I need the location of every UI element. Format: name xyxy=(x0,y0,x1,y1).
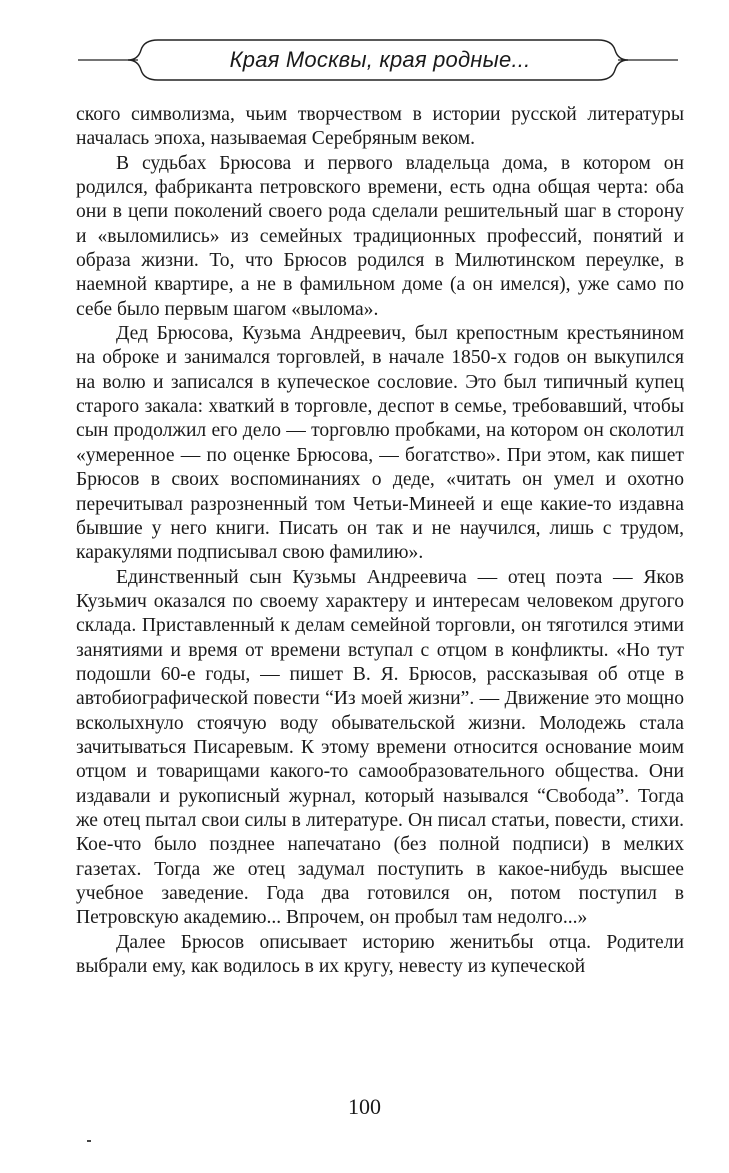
paragraph: Дед Брюсова, Кузьма Андреевич, был крепостным крестьянином на оброке и занимался торговлей, в начале 1850-х годов он выкупился на волю и записался в купеческое сословие. Это был типичный купец старого закала: хваткий в торговле, деспот в семье, требовавший, чтобы сын продолжил его дело — торговлю пробками, на котором он сколотил «умеренное — по оценке Брюсова, — богатство». При этом, как пишет Брюсов в своих воспоминаниях о деде, «читать он умел и охотно перечитывал разрозненный том Четьи-Минеей и еще какие-то издавна бывшие у него книги. Писать он так и не научился, лишь с трудом, каракулями подписывал свою фамилию». xyxy=(76,323,684,564)
paragraph: В судьбах Брюсова и первого владельца дома, в котором он родился, фабриканта петровского времени, есть одна общая черта: оба они в цепи поколений своего рода сделали решительный шаг в сторону и «выломились» из семейных традиционных профессий, понятий и образа жизни. То, что Брюсов родился в Милютинском переулке, в наемной квартире, а не в фамильном доме (а он имелся), уже само по себе было первым шагом «вылома». xyxy=(76,152,684,320)
paragraph: Далее Брюсов описывает историю женитьбы отца. Родители выбрали ему, как водилось в их кругу, невесту из купеческой xyxy=(76,931,684,978)
paragraph: Единственный сын Кузьмы Андреевича — отец поэта — Яков Кузьмич оказался по своему характеру и интересам человеком другого склада. Приставленный к делам семейной торговли, он тяготился этими занятиями и время от времени вступал с отцом в конфликты. «Но тут подошли 60-е годы, — пишет В. Я. Брюсов, рассказывая об отце в автобиографической повести “Из моей жизни”. — Движение это мощно всколыхнуло стоячую воду обывательской жизни. Молодежь стала зачитываться Писаревым. К этому времени относится основание моим отцом и товарищами какого-то самообразовательного общества. Они издавали и рукописный журнал, который назывался “Свобода”. Тогда же отец пытал свои силы в литературе. Он писал статьи, повести, стихи. Кое-что было позднее напечатано (без полной подписи) в мелких газетах. Тогда же отец задумал поступить в какое-нибудь высшее учебное заведение. Года два готовился он, потом поступил в Петровскую академию... Впрочем, он пробыл там недолго...» xyxy=(76,566,684,929)
page-number: 100 xyxy=(348,1094,381,1119)
running-header xyxy=(0,0,729,110)
print-speck xyxy=(87,1140,91,1142)
paragraph-continued: ского символизма, чьим творчеством в истории русской литературы началась эпоха, называемая Серебряным веком. xyxy=(76,104,684,150)
running-header-title: Края Москвы, края родные... xyxy=(229,47,531,72)
page-body xyxy=(76,103,684,979)
